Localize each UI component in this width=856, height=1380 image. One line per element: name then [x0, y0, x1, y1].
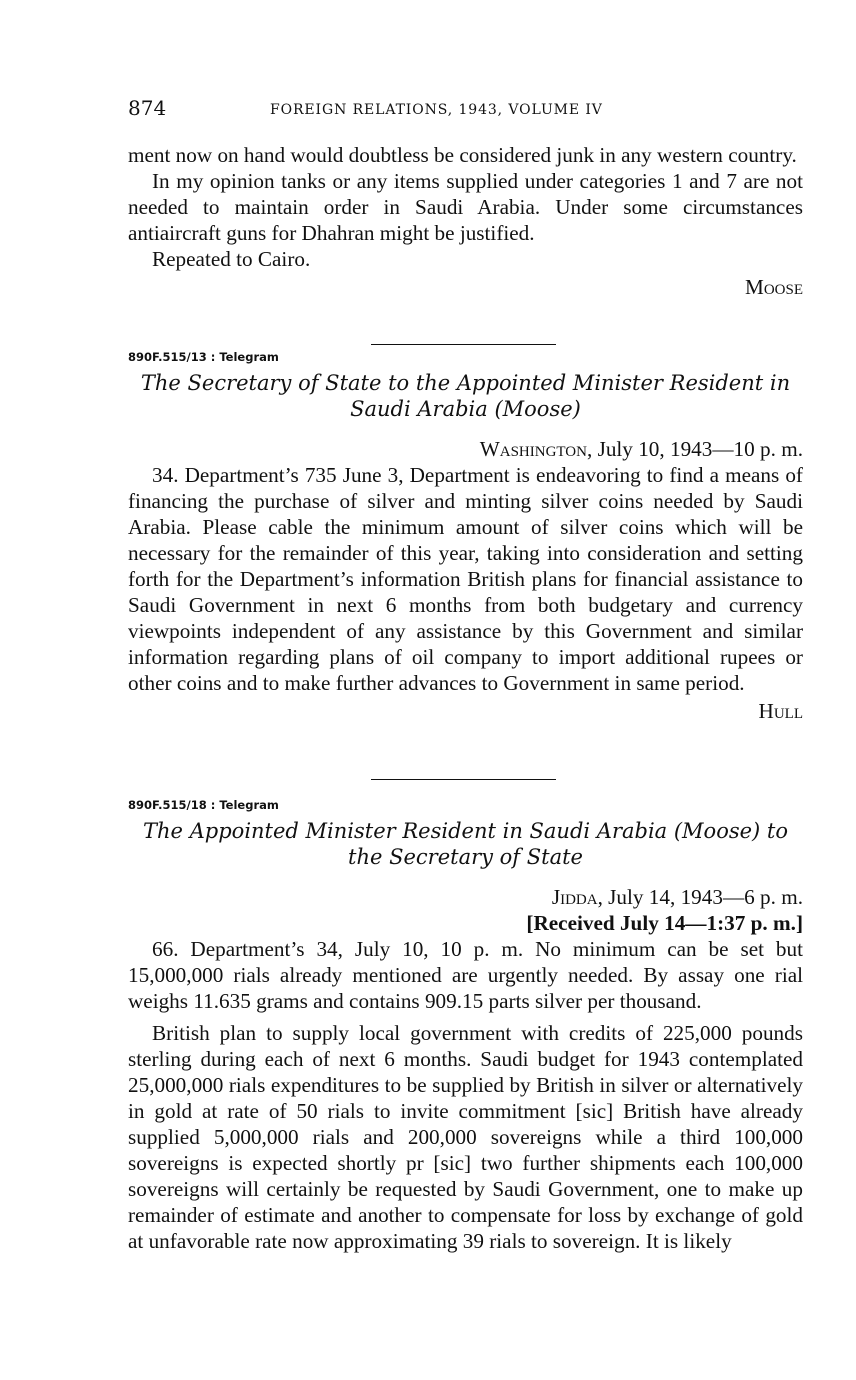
page-header — [128, 96, 803, 126]
paragraph: In my opinion tanks or any items supplied under categories 1 and 7 are not needed to maintain order in Saudi Arabia. Under some circumstances antiaircraft guns for Dhahran might be justified. — [128, 169, 803, 245]
file-reference: 890F.515/18 : Telegram — [128, 798, 279, 812]
telegram-body: 34. Department’s 735 June 3, Department is endeavoring to find a means of financing the purchase of silver and minting silver coins needed by Saudi Arabia. Please cable the minimum amount of silver coins which will be necessary for the remainder of this year, taking into consideration and setting forth for the Department’s information British plans for financial assistance to Saudi Government in next 6 months from both budgetary and currency viewpoints independent of any assistance by this Government and similar information regarding plans of oil company to import additional rupees or other coins and to make further advances to Government in same period. — [128, 463, 803, 695]
paragraph: Repeated to Cairo. — [152, 247, 311, 271]
signature: Moose — [744, 275, 803, 299]
telegram-body: 66. Department’s 34, July 10, 10 p. m. No minimum can be set but 15,000,000 rials already mentioned are urgently needed. By assay one rial weighs 11.635 grams and contains 909.15 parts silver per thousand. — [128, 937, 803, 1013]
telegram-body: British plan to supply local government with credits of 225,000 pounds sterling during each of next 6 months. Saudi budget for 1943 contemplated 25,000,000 rials expenditures to be supplied by British in silver or alternatively in gold at rate of 50 rials to invite commitment [sic] British have already supplied 5,000,000 rials and 200,000 sovereigns while a third 100,000 sovereigns is expected shortly pr [sic] two further shipments each 100,000 sovereigns will certainly be requested by Saudi Government, one to make up remainder of estimate and another to compensate for loss by exchange of gold at unfavorable rate now approximating 39 rials to sovereign. It is likely — [128, 1021, 803, 1253]
signature: Hull — [758, 699, 803, 723]
dateline — [128, 436, 803, 462]
previous-telegram — [128, 142, 803, 300]
document-title: The Appointed Minister Resident in Saudi Arabia (Moose) to the Secretary of State — [142, 819, 788, 869]
file-reference: 890F.515/13 : Telegram — [128, 350, 279, 364]
page-number: 874 — [128, 96, 167, 120]
dateline — [128, 884, 803, 910]
telegram-section — [128, 798, 803, 1254]
document-title: The Secretary of State to the Appointed Minister Resident in Saudi Arabia (Moose) — [140, 371, 791, 421]
received-note: [Received July 14—1:37 p. m.] — [526, 911, 803, 935]
telegram-section — [128, 350, 803, 724]
dateline-place: Jidda — [551, 885, 598, 909]
dateline-place: Washington — [479, 437, 587, 461]
running-head: FOREIGN RELATIONS, 1943, VOLUME IV — [270, 102, 603, 118]
section-divider — [371, 344, 556, 345]
paragraph-continuation: ment now on hand would doubtless be considered junk in any western country. — [128, 143, 797, 167]
section-divider — [371, 779, 556, 780]
dateline-date: , July 10, 1943—10 p. m. — [586, 437, 803, 461]
dateline-date: , July 14, 1943—6 p. m. — [597, 885, 803, 909]
